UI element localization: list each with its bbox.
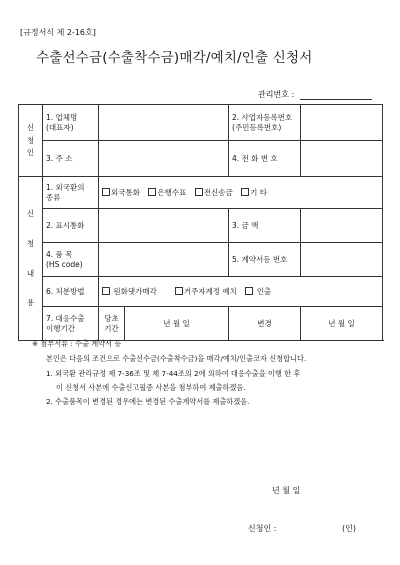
item-field[interactable] — [99, 243, 229, 277]
address-field[interactable] — [99, 141, 229, 177]
application-date[interactable]: 년 월 일 — [272, 486, 301, 495]
checkbox-icon — [102, 287, 110, 295]
currency-field[interactable] — [99, 209, 229, 243]
applicant-signature-label: 신청인 : — [248, 524, 277, 533]
checkbox-icon — [102, 188, 110, 196]
item-label: 4. 품 목 (HS code) — [43, 243, 99, 277]
business-number-label: 2. 사업자등록번호 (주민등록번호) — [229, 105, 301, 141]
method-option-sell[interactable]: 원화댓가매각 — [102, 287, 157, 296]
currency-label: 2. 표시통화 — [43, 209, 99, 243]
method-option-withdraw[interactable]: 인출 — [245, 287, 271, 296]
fx-option-other[interactable]: 기 타 — [241, 188, 267, 197]
form-number: [규정서식 제 2-16호] — [20, 28, 96, 37]
company-name-label: 1. 업체명 (대표자) — [43, 105, 99, 141]
contract-number-field[interactable] — [301, 243, 383, 277]
amount-label: 3. 금 액 — [229, 209, 301, 243]
seal-mark: (인) — [342, 524, 356, 533]
fx-type-label: 1. 외국환의 종류 — [43, 177, 99, 209]
application-table — [18, 104, 383, 341]
initial-period-date[interactable]: 년 월 일 — [125, 307, 229, 341]
method-option-deposit[interactable]: 거주자계정 예치 — [175, 287, 237, 296]
form-title: 수출선수금(수출착수금)매각/예치/인출 신청서 — [36, 50, 313, 66]
fx-option-check[interactable]: 은행수표 — [148, 188, 186, 197]
fx-type-options — [99, 177, 383, 209]
management-number-label: 관리번호 : — [258, 90, 295, 99]
company-name-field[interactable] — [99, 105, 229, 141]
checkbox-icon — [148, 188, 156, 196]
content-side-label: 신 청 내 용 — [19, 177, 43, 341]
disposal-method-label: 6. 처분방법 — [43, 277, 99, 307]
amount-field[interactable] — [301, 209, 383, 243]
condition-1b: 이 신청서 사본에 수출신고필증 사본을 첨부하여 제출하겠음. — [56, 383, 246, 392]
contract-number-label: 5. 계약서등 번호 — [229, 243, 301, 277]
declaration-text: 본인은 다음의 조건으로 수출선수금(수출착수금)을 매각/예치/인출코자 신청합니다. — [46, 354, 307, 363]
attachment-note: ※ 첨부서류 : 수출 계약서 등 — [32, 339, 122, 348]
changed-period-label: 변경 — [229, 307, 301, 341]
checkbox-icon — [175, 287, 183, 295]
checkbox-icon — [195, 188, 203, 196]
checkbox-icon — [245, 287, 253, 295]
phone-field[interactable] — [301, 141, 383, 177]
applicant-side-label: 신 청 인 — [19, 105, 43, 177]
disposal-method-options — [99, 277, 383, 307]
address-label: 3. 주 소 — [43, 141, 99, 177]
condition-2: 2. 수출품목이 변경된 경우에는 변경된 수출계약서를 제출하겠음. — [46, 397, 250, 406]
condition-1a: 1. 외국환 관리규정 제 7-36조 및 제 7-44조의 2에 의하여 대응수출을 이행 한 후 — [46, 369, 301, 378]
checkbox-icon — [241, 188, 249, 196]
fx-option-cash[interactable]: 외국통화 — [102, 188, 140, 197]
export-period-label: 7. 대응수출 이행기간 — [43, 307, 99, 341]
management-number-line[interactable] — [300, 99, 372, 100]
business-number-field[interactable] — [301, 105, 383, 141]
phone-label: 4. 전 화 번 호 — [229, 141, 301, 177]
initial-period-label: 당초 기간 — [99, 307, 125, 341]
changed-period-date[interactable]: 년 월 일 — [301, 307, 383, 341]
fx-option-wire[interactable]: 전신송금 — [195, 188, 233, 197]
